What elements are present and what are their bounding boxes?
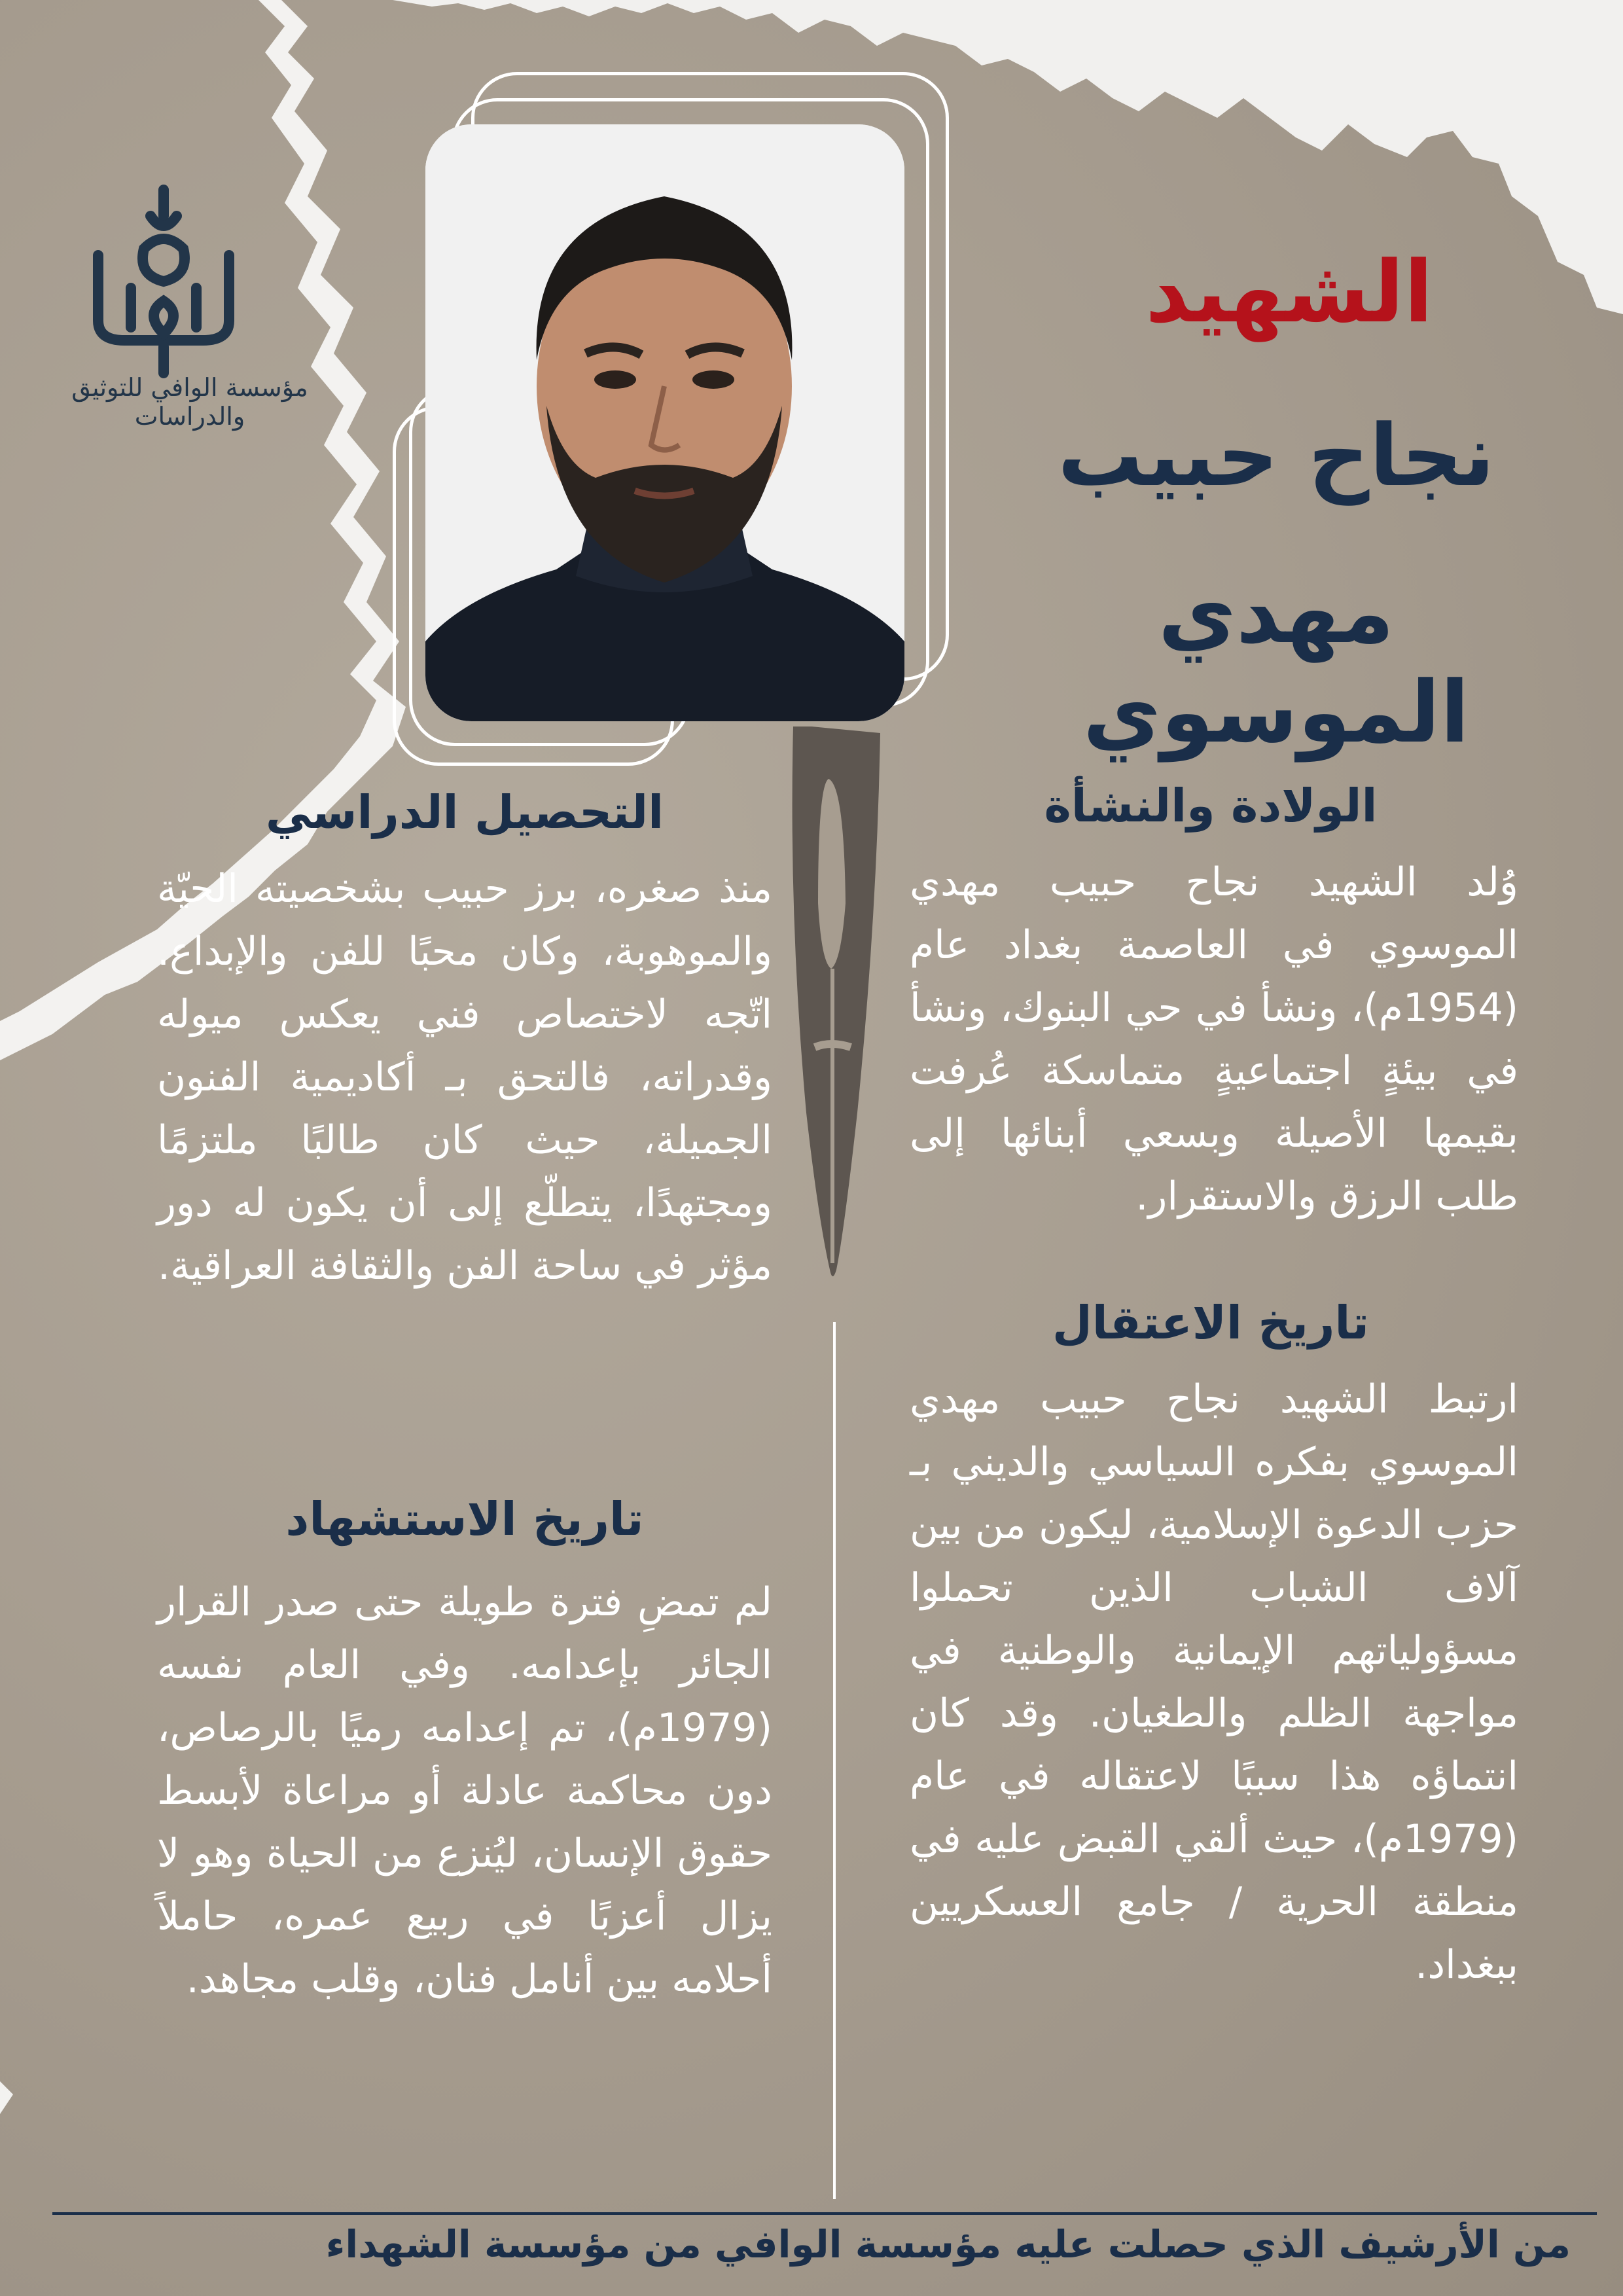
footer-divider bbox=[52, 2212, 1597, 2215]
text-education: منذ صغره، برز حبيب بشخصيته الحيّة والموهوبة، وكان محبًا للفن والإبداع. اتّجه لاختصاص فني يعكس ميوله وقدراته، فالتحق بـ أكاديمية الفنون الجميلة، حيث كان طالبًا ملتزمًا ومجتهدًا، يتطلّع إلى أن يكون له دور مؤثر في ساحة الفن والثقافة العراقية. bbox=[157, 866, 772, 1289]
page-title: الشهيد bbox=[1145, 242, 1433, 342]
heading-birth: الولادة والنشأة bbox=[1044, 779, 1378, 833]
portrait-illustration bbox=[425, 124, 904, 721]
column-divider bbox=[833, 1322, 836, 2199]
heading-education: التحصيل الدراسي bbox=[265, 785, 664, 839]
text-birth: وُلد الشهيد نجاح حبيب مهدي الموسوي في العاصمة بغداد عام (1954م)، ونشأ في حي البنوك، ونشأ في بيئةٍ اجتماعيةٍ متماسكة عُرفت بقيمها الأصيلة وبسعي أبنائها إلى طلب الرزق والاستقرار. bbox=[910, 859, 1518, 1219]
text-martyrdom: لم تمضِ فترة طويلة حتى صدر القرار الجائر بإعدامه. وفي العام نفسه (1979م)، تم إعدامه رميًا بالرصاص، دون محاكمة عادلة أو مراعاة لأبسط حقوق الإنسان، ليُنزع من الحياة وهو لا يزال أعزبًا في ربيع عمره، حاملاً أحلامه بين أنامل فنان، وقلب مجاهد. bbox=[157, 1579, 772, 2002]
footer-source-note: من الأرشيف الذي حصلت عليه مؤسسة الوافي من مؤسسة الشهداء bbox=[325, 2222, 1571, 2267]
heading-martyrdom: تاريخ الاستشهاد bbox=[285, 1492, 644, 1546]
martyr-name-last: مهدي الموسوي bbox=[1082, 563, 1470, 762]
portrait-photo bbox=[425, 124, 904, 721]
text-arrest: ارتبط الشهيد نجاح حبيب مهدي الموسوي بفكره السياسي والديني بـ حزب الدعوة الإسلامية، ليكون من بين آلاف الشباب الذين تحملوا مسؤولياتهم الإيمانية والوطنية في مواجهة الظلم والطغيان. وقد كان انتماؤه هذا سببًا لاعتقاله في عام (1979م)، حيث ألقي القبض عليه في منطقة الحرية / جامع العسكريين ببغداد. bbox=[910, 1376, 1518, 1988]
organization-name: مؤسسة الوافي للتوثيق والدراسات bbox=[71, 373, 308, 431]
heading-arrest: تاريخ الاعتقال bbox=[1052, 1296, 1369, 1350]
martyr-name-first: نجاح حبيب bbox=[1058, 406, 1495, 505]
